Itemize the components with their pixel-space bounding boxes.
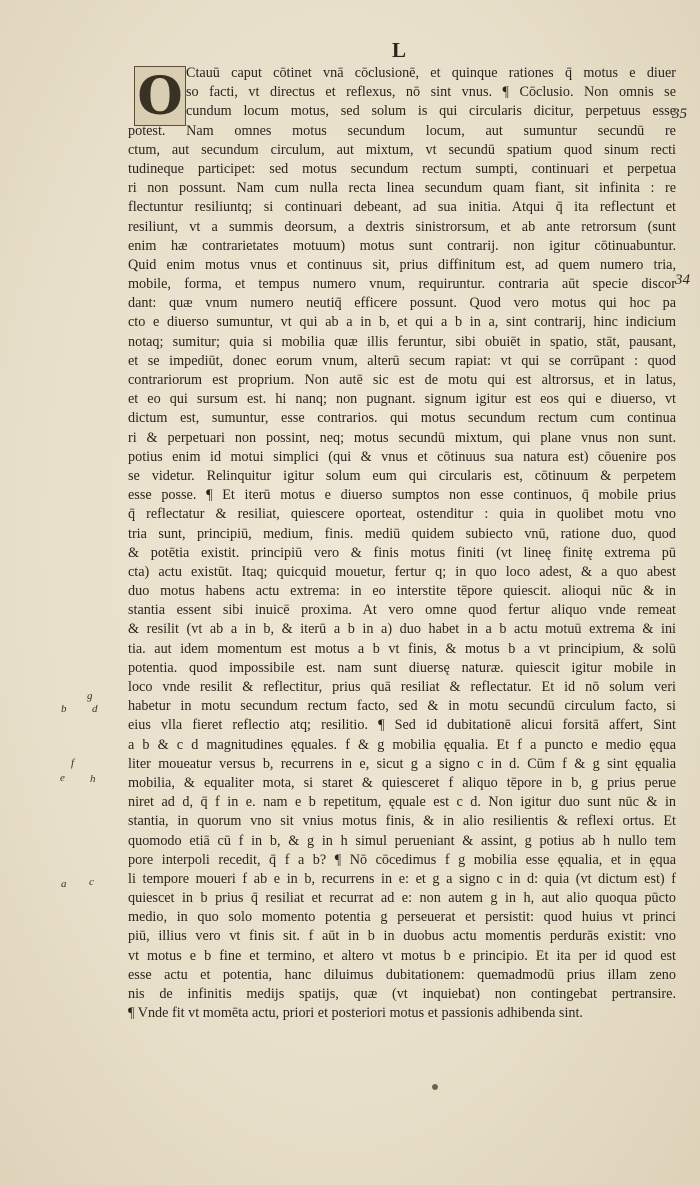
text-line: ri & perpetuari non possint, neq; motus secundū mixtum, qui plane vnus non sunt. [128, 429, 676, 446]
text-line: habetur in motu secundum rectum facto, sed & in motu secundū circulum facto, si [128, 698, 676, 715]
diagram-letter-d: d [92, 703, 98, 715]
text-line: q̄ reflectatur & resiliat, quiescere oporteat, ostenditur : quia in quolibet motu vno [128, 506, 676, 523]
text-line: niret ad d, q̄ f in e. nam e b repetitum, ęquale est c d. Non igitur duo sunt nūc & in [128, 794, 676, 811]
text-line: & resilit (vt ab a in b, & iterū a b in a) duo habet in a b actu motuū extrema & ini [128, 621, 676, 638]
text-line: potentia. quod impossibile est. nam sunt diuersę naturæ. quiescit igitur mobile in [128, 659, 676, 676]
folio-letter: L [392, 38, 408, 62]
text-line: mobile, forma, et tempus numero vnum, requiruntur. contraria aūt specie discor [128, 276, 676, 293]
text-line: a b & c d magnitudines ęquales. f & g mobilia ęqualia. Et f a puncto e medio ęqua [128, 736, 676, 753]
text-line: ¶ Vnde fit vt momēta actu, priori et posteriori motus et passionis adhibenda sint. [128, 1005, 583, 1022]
text-line: pore interpoli recedit, q̄ f a b? ¶ Nō cōcedimus f g mobilia esse ęqualia, et in ęqua [128, 851, 676, 868]
text-line: Quid enim motus vnus et continuus sit, prius diffinitum est, ad quem numero tria, [128, 256, 676, 273]
text-line: ri non possunt. Nam cum nulla recta linea secundum quam fiant, sit infinita : re [128, 180, 676, 197]
text-line: Ctauū caput cōtinet vnā cōclusionē, et quinque rationes q̄ motus e diuer [186, 65, 676, 81]
text-line: medio, in quo solo momento potentia g perseuerat et persistit: quod huius vt princi [128, 909, 676, 926]
text-line: cto e diuerso sumuntur, vt qui ab a in b, et qui a b in a, sint contrarij, hinc indicium [128, 314, 676, 331]
text-line: mobilia, & equaliter mota, si staret & quiesceret f aliquo tēpore in b, g prius perue [128, 774, 676, 791]
text-line: potest. Nam omnes motus secundum locum, aut sumuntur secundū re [128, 122, 676, 139]
diagram-letter-a: a [61, 878, 67, 890]
text-line: vt motus e b fine et termino, et altero vt motus b e principio. Et ita per id quod est [128, 947, 676, 964]
text-line: notaq; sumitur; quia si mobilia quæ illis feruntur, sibi obuiēt in spatio, stāt, pausant, [128, 333, 676, 350]
text-line: se videtur. Relinquitur igitur solum eum qui circularis est, cōtinuum & perpetem [128, 467, 676, 484]
text-line: tudineque participet: sed motus secundum rectum sumpti, continuari et perpetua [128, 160, 676, 177]
diagram-letter-c: c [89, 876, 94, 888]
text-line: stantia essent sibi inuicē proxima. At vero omne quod fertur aliquo vnde remeat [128, 602, 676, 619]
text-line: esse actu et potentia, hanc diluimus dubitationem: quemadmodū prius illam zeno [128, 966, 676, 983]
diagram-letter-g: g [87, 690, 93, 702]
text-line: nis de infinitis medijs spatijs, quæ (vt inquiebat) non contingebat pertransire. [128, 986, 676, 1002]
text-line: resiliunt, vt a summis deorsum, a dextris sinistrorsum, et ab ante retrorsum (sunt [128, 218, 676, 235]
diagram-letter-f: f [71, 757, 75, 769]
margin-number-35: 35 [672, 106, 687, 122]
text-line: & potētia existit. principiū vero & finis motus finiti (vt lineę finitę extrema pū [128, 544, 676, 561]
text-line: esse posse. ¶ Et iterū motus e diuerso sumptos non esse continuos, q̄ mobile prius [128, 487, 676, 504]
diagram-letter-e: e [60, 772, 65, 784]
text-line: dant: quæ vnum numero neutiq̄ efficere possunt. Quod vero motus qui hoc pa [128, 295, 676, 312]
decorated-initial: O [134, 66, 186, 126]
text-line: flectuntur resiliuntq; si continuari debeant, ad sua initia. Atqui q̄ ita reflectunt et [128, 199, 676, 216]
text-line: et se impediūt, donec eorum vnum, alterū secum rapiat: vt qui se corrūpant : quod [128, 352, 676, 369]
text-line: et eo qui sursum est. hi nanq; non pugnant. signum igitur est eos qui e diuerso, vt [128, 391, 676, 408]
text-line: duo motus habens actu extrema: in eo interstite tēpore quiescit. alioqui nūc & in [128, 583, 676, 600]
text-line: quiescet in b prius q̄ resiliat et recurrat ad e: non autem g in h, aut alio quoqua pūcto [128, 890, 676, 907]
text-line: cundum locum motus, sed solum is qui circularis dicitur, perpetuus esse [186, 103, 676, 120]
diagram-letter-h: h [90, 773, 96, 785]
text-column [128, 64, 676, 1023]
text-line: ctum, aut secundum circulum, aut mixtum, vt secundū spatium quod sinum recti [128, 141, 676, 158]
margin-number-34: 34 [675, 272, 690, 288]
text-line: contrariorum est proprium. Non autē sic est de motu qui est altrorsus, et in latus, [128, 372, 676, 388]
text-line: cta) actu existūt. Itaq; quicquid mouetur, fertur q; in quo loco adest, & a quo abest [128, 563, 676, 580]
text-line: tria sunt, principiū, medium, finis. mediū quidem subiecto vnū, ratione duo, quod [128, 525, 676, 542]
page-ornament [432, 1084, 438, 1090]
text-line: so facti, vt directus et reflexus, nō sint vnus. ¶ Cōclusio. Non omnis se [186, 84, 676, 101]
text-line: eius vlla fieret reflectio atq; resilitio. ¶ Sed id dubitationē alicui forsitā affert, Sint [128, 717, 676, 734]
text-line: tia. aut idem momentum est motus a b vt finis, & motus b a vt principium, & solū [128, 640, 676, 657]
text-line: liter moueatur versus b, recurrens in e, sicut g a signo c in d. Cūm f & g sint ęqualia [128, 755, 676, 772]
diagram-letter-b: b [61, 703, 67, 715]
text-line: dictum est, sumuntur, esse contrarios. qui motus secundum rectum cum continua [128, 410, 676, 427]
text-line: quomodo etiā cū f in b, & g in h simul perueniant & assint, g potius ab h nullo tem [128, 832, 676, 849]
text-line: potius enim id motui simplici (qui & vnus et cōtinuus sua natura est) cōuenire pos [128, 448, 676, 465]
text-line: enim hæ contrarietates motuum) motus sunt contrarij. non igitur cōtinuabuntur. [128, 237, 676, 254]
text-line: piū, illius vero vt finis sit. f aūt in b in duobus actu momentis perdurās existit: vno [128, 928, 676, 945]
text-line: stantia, in quorum vno sit vnius motus finis, & in alio resilientis & reflexi ortus. Et [128, 813, 676, 830]
text-line: loco vnde resilit & reflectitur, prius quā resiliat & reflectatur. Et id nō solum veri [128, 679, 676, 695]
text-line: li tempore moueri f ab e in b, recurrens in e: et g a signo c in d: quia (vt dictum est) f [128, 870, 676, 887]
